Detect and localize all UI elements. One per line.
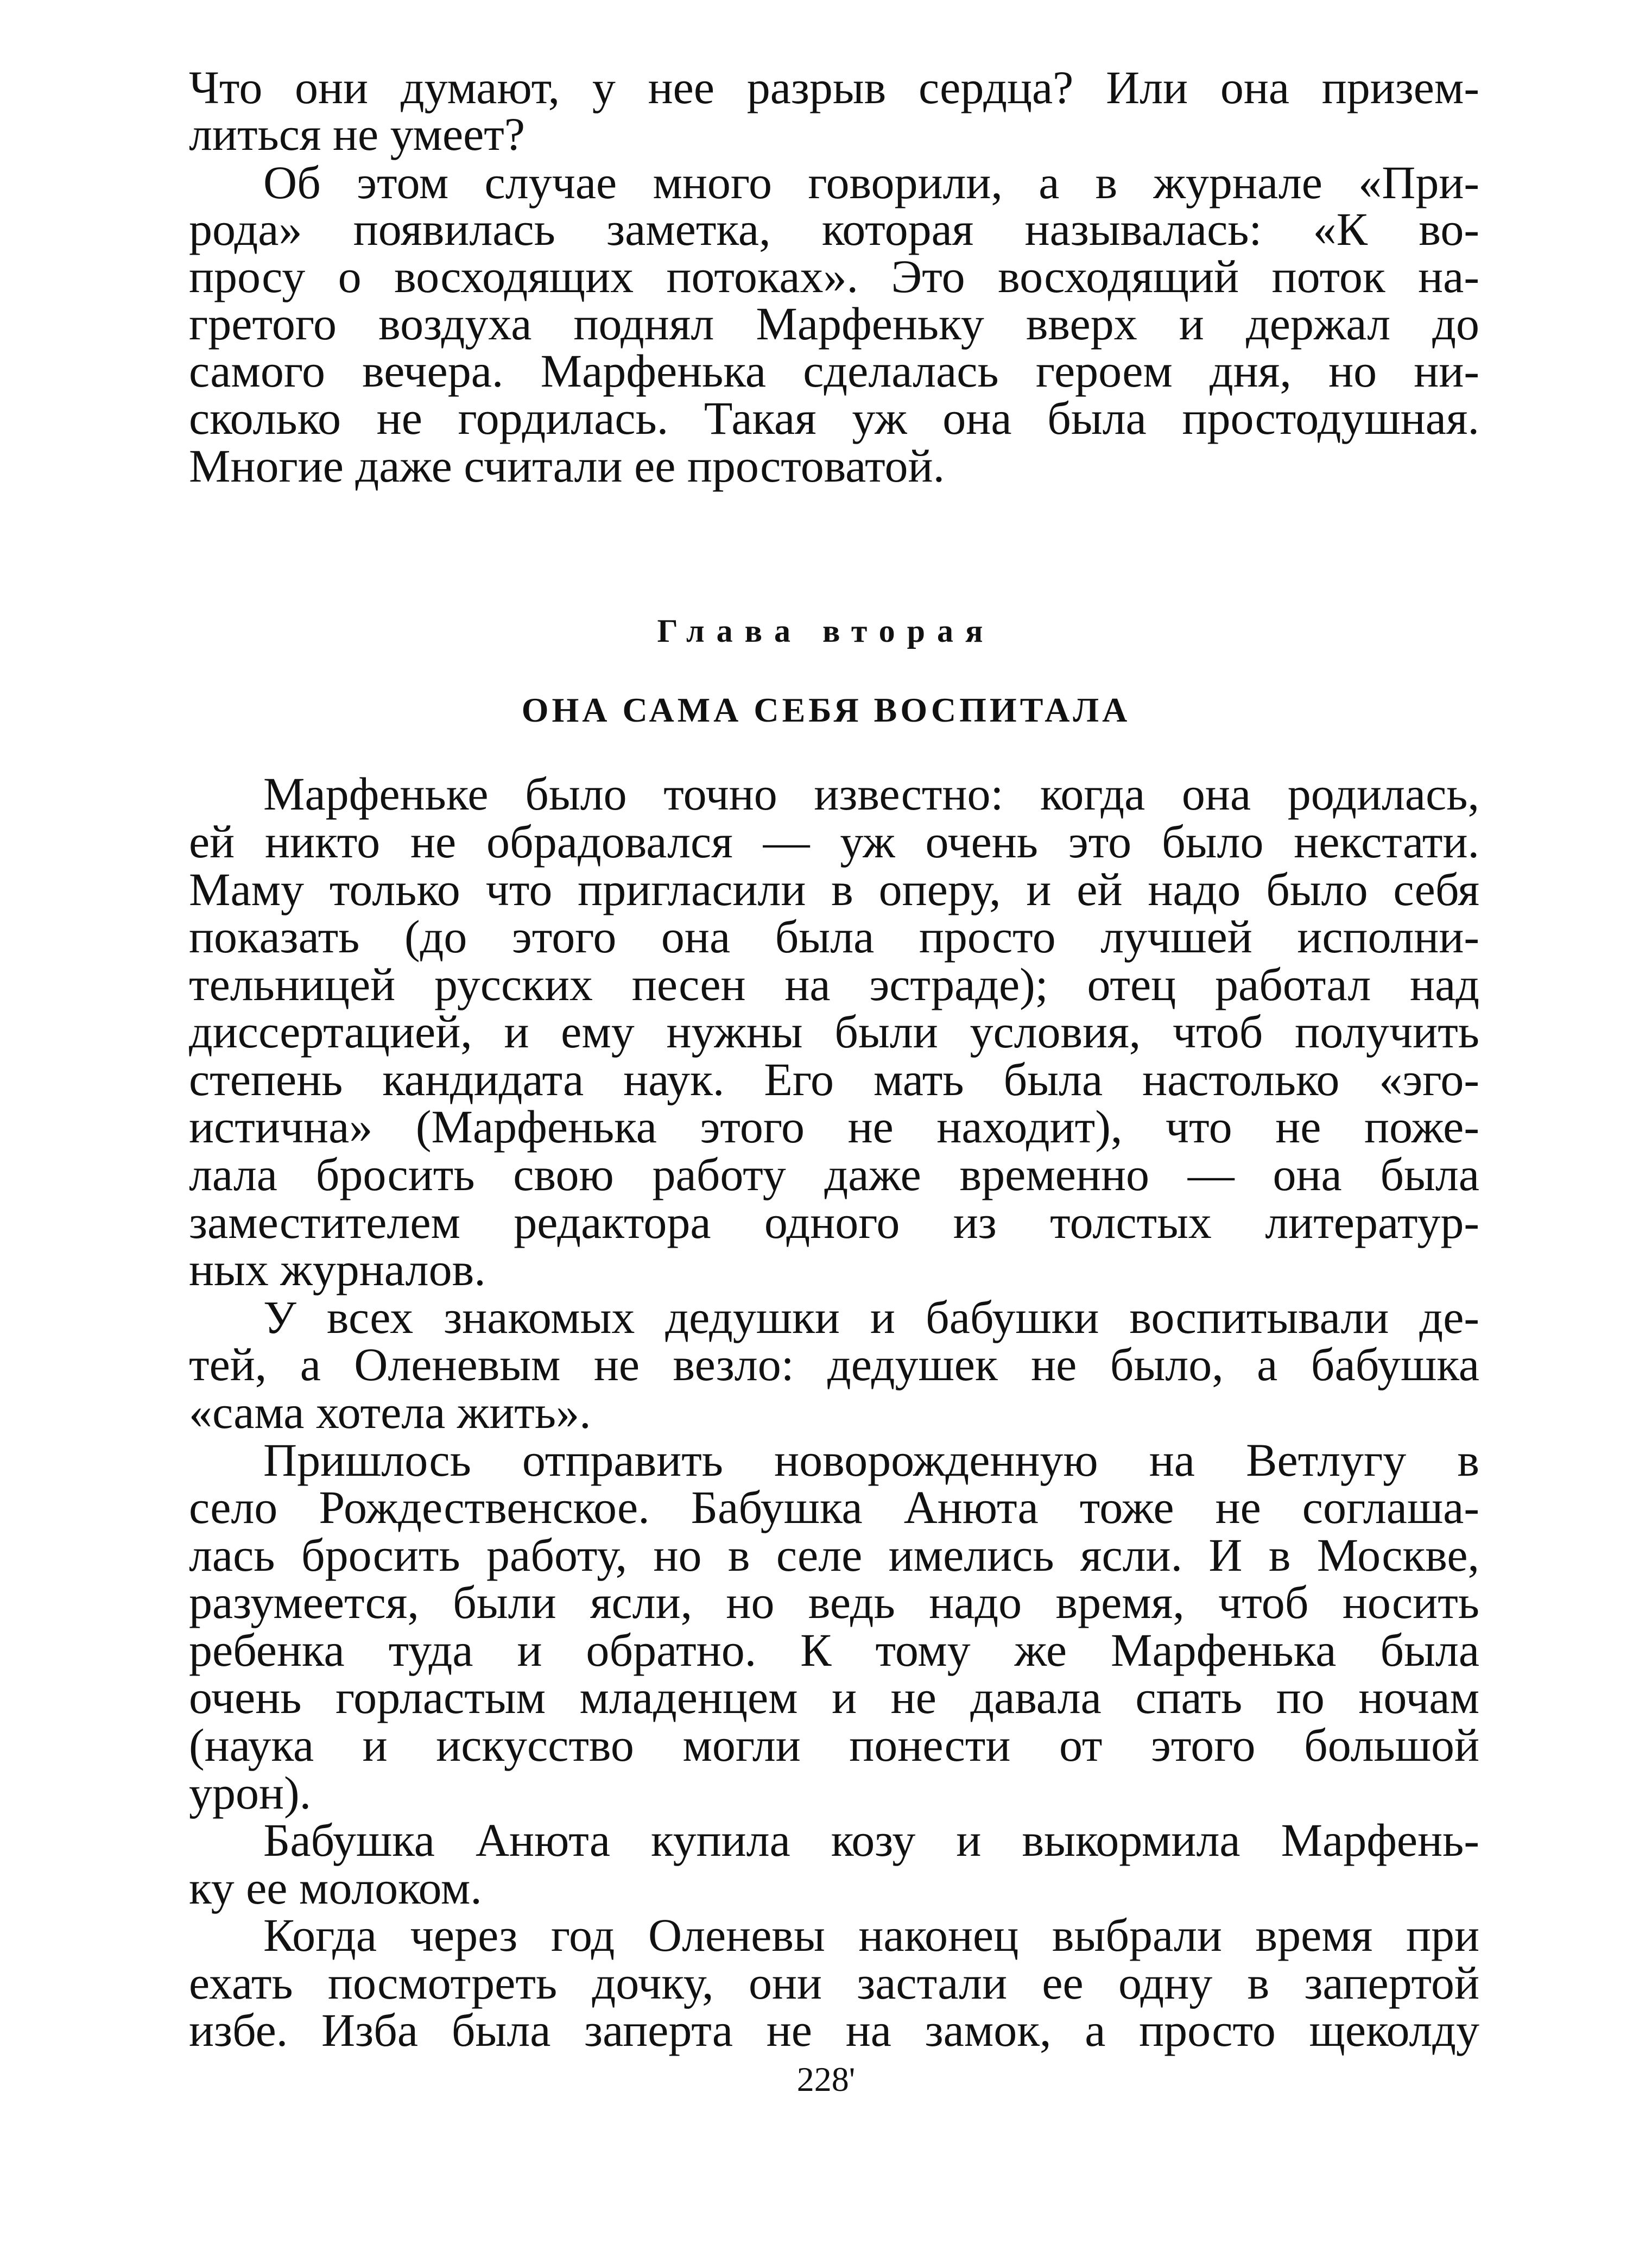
text-line: избе. Изба была заперта не на замок, а просто щеколду [189, 2004, 1479, 2056]
text-line: диссертацией, и ему нужны были условия, чтоб получить [189, 1006, 1479, 1058]
text-line: ку ее молоком. [189, 1862, 482, 1914]
text-line: тельницей русских песен на эстраде); отец работал над [189, 958, 1479, 1010]
text-line: Что они думают, у нее разрыв сердца? Или она призем- [189, 61, 1479, 113]
text-line: самого вечера. Марфенька сделалась героем дня, но ни- [189, 345, 1479, 397]
text-line: Многие даже считали ее простоватой. [189, 440, 945, 492]
text-line: ей никто не обрадовался — уж очень это было некстати. [189, 816, 1479, 868]
text-line: литься не умеет? [189, 108, 526, 160]
text-line: лась бросить работу, но в селе имелись ясли. И в Москве, [189, 1529, 1479, 1581]
text-line: ных журналов. [189, 1243, 486, 1295]
text-line: Об этом случае много говорили, а в журнале «При- [263, 156, 1479, 208]
text-line: тей, а Оленевым не везло: дедушек не было, а бабушка [189, 1338, 1479, 1390]
text-line: Марфеньке было точно известно: когда она родилась, [263, 768, 1479, 820]
text-line: село Рождественское. Бабушка Анюта тоже не соглаша- [189, 1481, 1479, 1533]
text-line: «сама хотела жить». [189, 1386, 591, 1438]
text-line: Маму только что пригласили в оперу, и ей надо было себя [189, 863, 1479, 915]
text-line: степень кандидата наук. Его мать была настолько «эго- [189, 1053, 1479, 1105]
text-line: заместителем редактора одного из толстых литератур- [189, 1196, 1479, 1248]
text-line: показать (до этого она была просто лучшей исполни- [189, 911, 1479, 963]
page-number: 228' [796, 2060, 856, 2098]
text-line: урон). [189, 1767, 312, 1819]
chapter-title: ОНА САМА СЕБЯ ВОСПИТАЛА [521, 691, 1131, 729]
text-line: Пришлось отправить новорожденную на Ветлугу в [263, 1434, 1479, 1486]
text-line: очень горластым младенцем и не давала спать по ночам [189, 1671, 1479, 1723]
text-line: сколько не гордилась. Такая уж она была простодушная. [189, 392, 1479, 444]
text-line: Бабушка Анюта купила козу и выкормила Марфень- [263, 1814, 1479, 1866]
text-line: ребенка туда и обратно. К тому же Марфенька была [189, 1624, 1479, 1676]
chapter-label: Глава вторая [657, 613, 995, 649]
text-line: гретого воздуха поднял Марфеньку вверх и держал до [189, 298, 1479, 350]
text-line: У всех знакомых дедушки и бабушки воспитывали де- [263, 1291, 1479, 1343]
text-line: ехать посмотреть дочку, они застали ее одну в запертой [189, 1957, 1479, 2009]
text-line: просу о восходящих потоках». Это восходящий поток на- [189, 250, 1479, 302]
text-line: истична» (Марфенька этого не находит), что не поже- [189, 1101, 1479, 1153]
text-line: Когда через год Оленевы наконец выбрали время при [263, 1909, 1479, 1961]
text-line: (наука и искусство могли понести от этого большой [189, 1719, 1479, 1771]
text-line: рода» появилась заметка, которая называлась: «К во- [189, 203, 1479, 255]
text-line: разумеется, были ясли, но ведь надо время, чтоб носить [189, 1576, 1479, 1628]
text-line: лала бросить свою работу даже временно — она была [189, 1148, 1479, 1200]
